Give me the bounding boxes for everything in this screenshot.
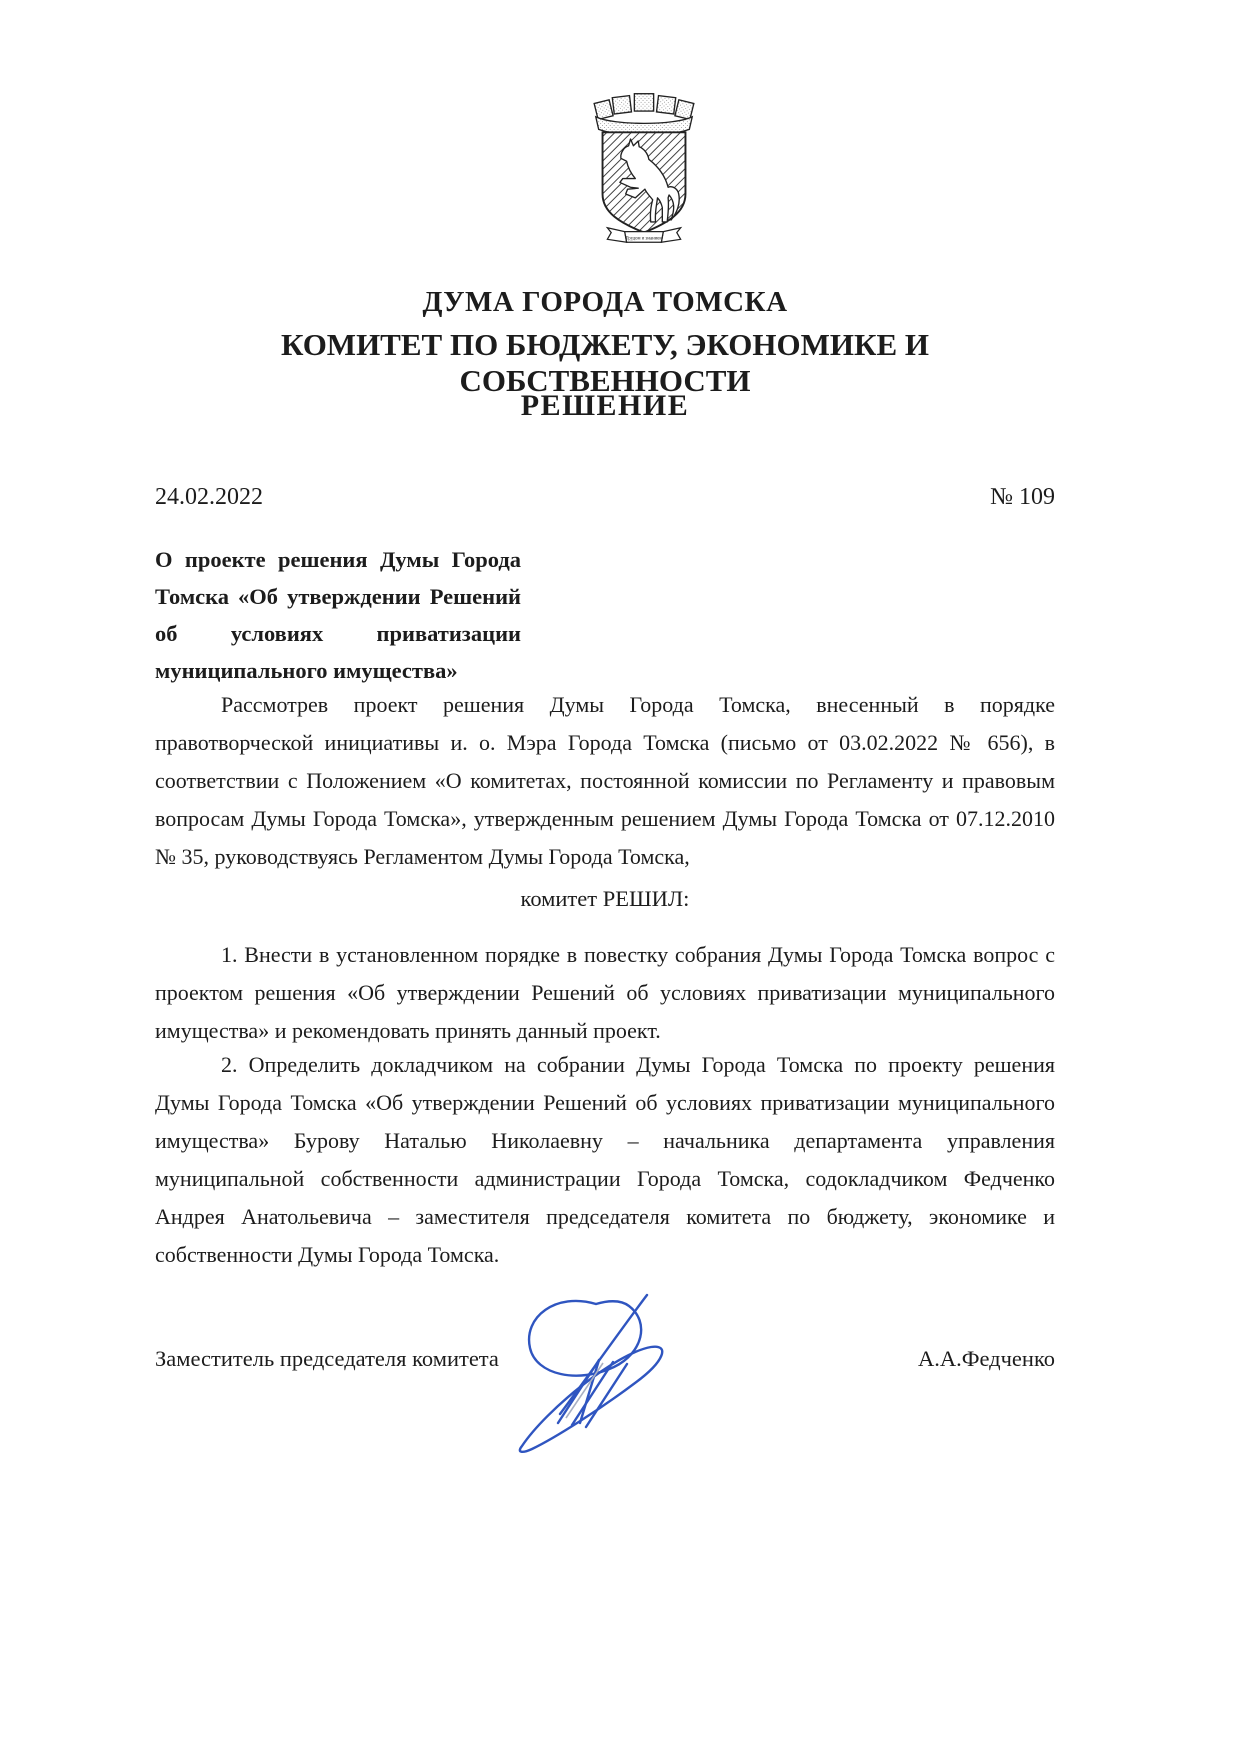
meta-row [155, 484, 1055, 511]
mural-crown-icon [594, 94, 694, 135]
motto-text: Трудом и знанием [625, 236, 663, 242]
document-date: 24.02.2022 [155, 484, 263, 510]
signatory-name: А.А.Федченко [917, 1346, 1055, 1371]
document-number: № 109 [990, 484, 1055, 510]
committee-name: КОМИТЕТ ПО БЮДЖЕТУ, ЭКОНОМИКЕ И СОБСТВЕННОСТИ [280, 327, 929, 398]
signature-stroke [560, 1295, 647, 1414]
signature-stroke [529, 1301, 641, 1376]
preamble-paragraph: Рассмотрев проект решения Думы Города Томска, внесенный в порядке правотворческой инициативы и. о. Мэра Города Томска (письмо от 03.02.2022 № 656), в соответствии с Положением «О комитетах, постоянной комиссии по Регламенту и правовым вопросам Думы Города Томска», утвержденным решением Думы Города Томска от 07.12.2010 № 35, руководствуясь Регламентом Думы Города Томска, [155, 692, 1055, 869]
handwritten-signature [500, 1290, 695, 1458]
resolution-item-2: 2. Определить докладчиком на собрании Думы Города Томска по проекту решения Думы Города Томска «Об утверждении Решений об условиях приватизации муниципального имущества» Бурову Наталью Николаевну – начальника департамента управления муниципальной собственности администрации Города Томска, содокладчиком Федченко Андрея Анатольевича – заместителя председателя комитета по бюджету, экономике и собственности Думы Города Томска. [155, 1052, 1055, 1267]
resolution-item-1: 1. Внести в установленном порядке в повестку собрания Думы Города Томска вопрос с проектом решения «Об утверждении Решений об условиях приватизации муниципального имущества» и рекомендовать принять данный проект. [155, 942, 1055, 1043]
organization-name: ДУМА ГОРОДА ТОМСКА [422, 286, 788, 318]
resolution-lead: комитет РЕШИЛ: [520, 886, 690, 911]
signatory-position: Заместитель председателя комитета [155, 1346, 499, 1371]
document-subject: О проекте решения Думы Города Томска «Об утверждении Решений об условиях приватизации муниципального имущества» [155, 547, 521, 683]
tomsk-coat-of-arms [568, 86, 720, 248]
signature-stroke [520, 1347, 662, 1452]
document-type-title: РЕШЕНИЕ [520, 389, 690, 422]
signature-stroke [558, 1360, 627, 1427]
